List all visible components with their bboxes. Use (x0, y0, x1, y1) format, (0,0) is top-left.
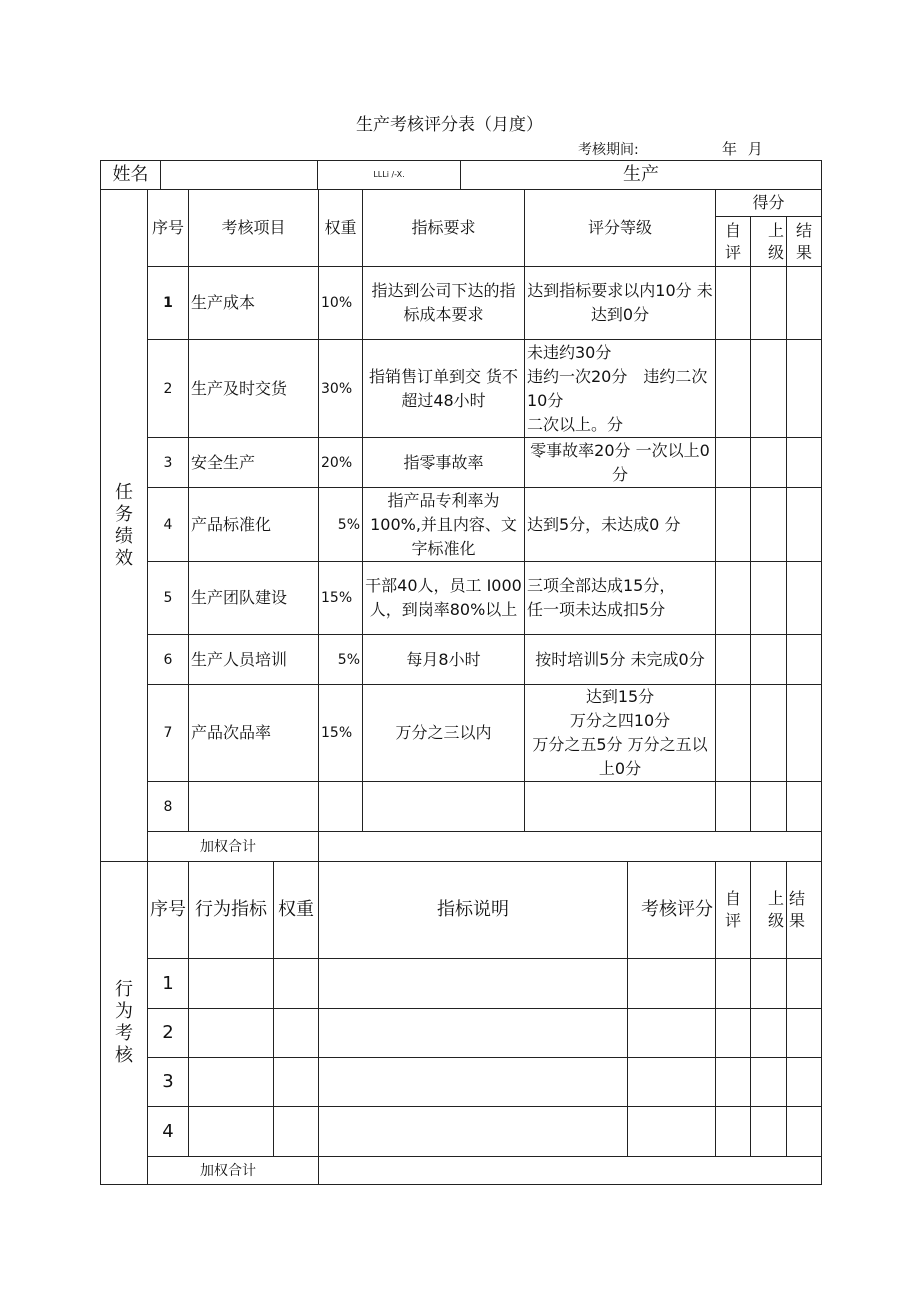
table-row (101, 340, 822, 438)
row-weight: 30% (319, 340, 363, 438)
row-result[interactable] (787, 1009, 822, 1058)
table-row (101, 488, 822, 562)
row-grade: 按时培训5分 未完成0分 (525, 635, 716, 685)
row-weight[interactable] (274, 1107, 319, 1157)
row-description[interactable] (319, 1009, 628, 1058)
row-result[interactable] (787, 1058, 822, 1107)
row-self-score[interactable] (716, 635, 751, 685)
row-self-score[interactable] (716, 782, 751, 832)
table-row (101, 959, 822, 1009)
row-self-score[interactable] (716, 1107, 751, 1157)
info-table (100, 160, 822, 190)
table-row (101, 1107, 822, 1157)
row-description[interactable] (319, 1107, 628, 1157)
behavior-col-seq: 序号 (148, 862, 189, 959)
row-result[interactable] (787, 959, 822, 1009)
weighted-sum-value[interactable] (319, 832, 822, 862)
name-value[interactable] (161, 161, 318, 190)
row-superior-score[interactable] (751, 1009, 787, 1058)
behavior-col-self: 自评 (716, 862, 751, 959)
row-seq: 3 (148, 438, 189, 488)
row-seq: 2 (148, 1009, 189, 1058)
row-seq: 8 (148, 782, 189, 832)
task-col-self: 自评 (716, 217, 751, 267)
task-col-score-group: 得分 (716, 190, 822, 217)
row-seq: 1 (148, 959, 189, 1009)
row-result[interactable] (787, 438, 822, 488)
weighted-sum-label: 加权合计 (148, 1157, 319, 1185)
weighted-sum-row (101, 1157, 822, 1185)
row-score[interactable] (628, 959, 716, 1009)
row-self-score[interactable] (716, 438, 751, 488)
row-requirement: 万分之三以内 (363, 685, 525, 782)
row-seq: 3 (148, 1058, 189, 1107)
row-superior-score[interactable] (751, 267, 787, 340)
behavior-col-result: 结果 (787, 862, 822, 959)
row-result[interactable] (787, 488, 822, 562)
department-label: LLLi /-X. (318, 161, 461, 190)
row-item: 产品次品率 (189, 685, 319, 782)
row-superior-score[interactable] (751, 1107, 787, 1157)
row-weight[interactable] (274, 1009, 319, 1058)
row-item: 生产人员培训 (189, 635, 319, 685)
row-item: 产品标准化 (189, 488, 319, 562)
row-result[interactable] (787, 340, 822, 438)
row-self-score[interactable] (716, 488, 751, 562)
row-indicator[interactable] (189, 1058, 274, 1107)
row-indicator[interactable] (189, 1009, 274, 1058)
row-seq: 6 (148, 635, 189, 685)
row-superior-score[interactable] (751, 488, 787, 562)
row-self-score[interactable] (716, 1058, 751, 1107)
row-superior-score[interactable] (751, 959, 787, 1009)
task-col-grade: 评分等级 (525, 190, 716, 267)
behavior-col-indicator: 行为指标 (189, 862, 274, 959)
row-description[interactable] (319, 959, 628, 1009)
row-superior-score[interactable] (751, 1058, 787, 1107)
table-row (101, 267, 822, 340)
table-row (101, 1058, 822, 1107)
table-row (101, 438, 822, 488)
row-result[interactable] (787, 635, 822, 685)
table-row (101, 635, 822, 685)
task-col-item: 考核项目 (189, 190, 319, 267)
row-result[interactable] (787, 685, 822, 782)
row-grade[interactable] (525, 782, 716, 832)
row-superior-score[interactable] (751, 562, 787, 635)
form-title: 生产考核评分表（月度） (356, 115, 543, 135)
task-col-result: 结果 (787, 217, 822, 267)
row-indicator[interactable] (189, 1107, 274, 1157)
row-weight: 5% (319, 488, 363, 562)
row-grade: 零事故率20分 一次以上0分 (525, 438, 716, 488)
row-weight[interactable] (319, 782, 363, 832)
row-item: 生产及时交货 (189, 340, 319, 438)
table-row (101, 1009, 822, 1058)
row-requirement: 指产品专利率为100%,并且内容、文字标准化 (363, 488, 525, 562)
weighted-sum-label: 加权合计 (148, 832, 319, 862)
row-weight: 20% (319, 438, 363, 488)
row-requirement: 指零事故率 (363, 438, 525, 488)
row-description[interactable] (319, 1058, 628, 1107)
row-weight: 15% (319, 562, 363, 635)
name-label: 姓名 (101, 161, 161, 190)
row-seq: 7 (148, 685, 189, 782)
task-col-seq: 序号 (148, 190, 189, 267)
row-grade: 达到5分，未达成0 分 (525, 488, 716, 562)
row-seq: 5 (148, 562, 189, 635)
row-grade: 达到15分 万分之四10分 万分之五5分 万分之五以上0分 (525, 685, 716, 782)
row-superior-score[interactable] (751, 685, 787, 782)
period-year-month: 年 月 (722, 140, 763, 158)
row-item: 生产成本 (189, 267, 319, 340)
row-seq: 4 (148, 488, 189, 562)
behavior-assessment-table (100, 861, 822, 1185)
row-result[interactable] (787, 782, 822, 832)
row-grade: 三项全部达成15分， 任一项未达成扣5分 (525, 562, 716, 635)
row-item[interactable] (189, 782, 319, 832)
row-seq: 2 (148, 340, 189, 438)
row-score[interactable] (628, 1107, 716, 1157)
row-self-score[interactable] (716, 562, 751, 635)
behavior-col-weight: 权重 (274, 862, 319, 959)
row-superior-score[interactable] (751, 438, 787, 488)
row-requirement: 每月8小时 (363, 635, 525, 685)
row-item: 安全生产 (189, 438, 319, 488)
row-grade: 达到指标要求以内10分 未达到0分 (525, 267, 716, 340)
row-weight: 5% (319, 635, 363, 685)
row-self-score[interactable] (716, 685, 751, 782)
row-requirement: 指销售订单到交 货不超过48小时 (363, 340, 525, 438)
task-section-label: 任 务 绩 效 (101, 190, 148, 862)
row-result[interactable] (787, 267, 822, 340)
row-seq: 4 (148, 1107, 189, 1157)
row-self-score[interactable] (716, 1009, 751, 1058)
row-result[interactable] (787, 562, 822, 635)
row-score[interactable] (628, 1058, 716, 1107)
row-superior-score[interactable] (751, 340, 787, 438)
row-weight[interactable] (274, 1058, 319, 1107)
task-performance-table (100, 189, 822, 862)
row-requirement[interactable] (363, 782, 525, 832)
row-weight: 15% (319, 685, 363, 782)
behavior-col-description: 指标说明 (319, 862, 628, 959)
row-requirement: 干部40人，员工 I000人，到岗率80%以上 (363, 562, 525, 635)
row-item: 生产团队建设 (189, 562, 319, 635)
table-row (101, 782, 822, 832)
row-weight: 10% (319, 267, 363, 340)
behavior-section-label: 行 为 考 核 (101, 862, 148, 1185)
row-superior-score[interactable] (751, 635, 787, 685)
row-requirement: 指达到公司下达的指标成本要求 (363, 267, 525, 340)
row-result[interactable] (787, 1107, 822, 1157)
row-indicator[interactable] (189, 959, 274, 1009)
row-self-score[interactable] (716, 340, 751, 438)
row-weight[interactable] (274, 959, 319, 1009)
row-grade: 未违约30分 违约一次20分 违约二次10分 二次以上。分 (525, 340, 716, 438)
department-value: 生产 (461, 161, 822, 190)
task-col-superior: 上级 (751, 217, 787, 267)
behavior-col-superior: 上级 (751, 862, 787, 959)
task-col-requirement: 指标要求 (363, 190, 525, 267)
row-self-score[interactable] (716, 267, 751, 340)
period-label: 考核期间: (578, 142, 639, 158)
table-row (101, 562, 822, 635)
row-seq: 1 (148, 267, 189, 340)
task-col-weight: 权重 (319, 190, 363, 267)
row-score[interactable] (628, 1009, 716, 1058)
row-self-score[interactable] (716, 959, 751, 1009)
table-row (101, 685, 822, 782)
weighted-sum-value[interactable] (319, 1157, 822, 1185)
weighted-sum-row (101, 832, 822, 862)
row-superior-score[interactable] (751, 782, 787, 832)
behavior-col-score: 考核评分 (628, 862, 716, 959)
